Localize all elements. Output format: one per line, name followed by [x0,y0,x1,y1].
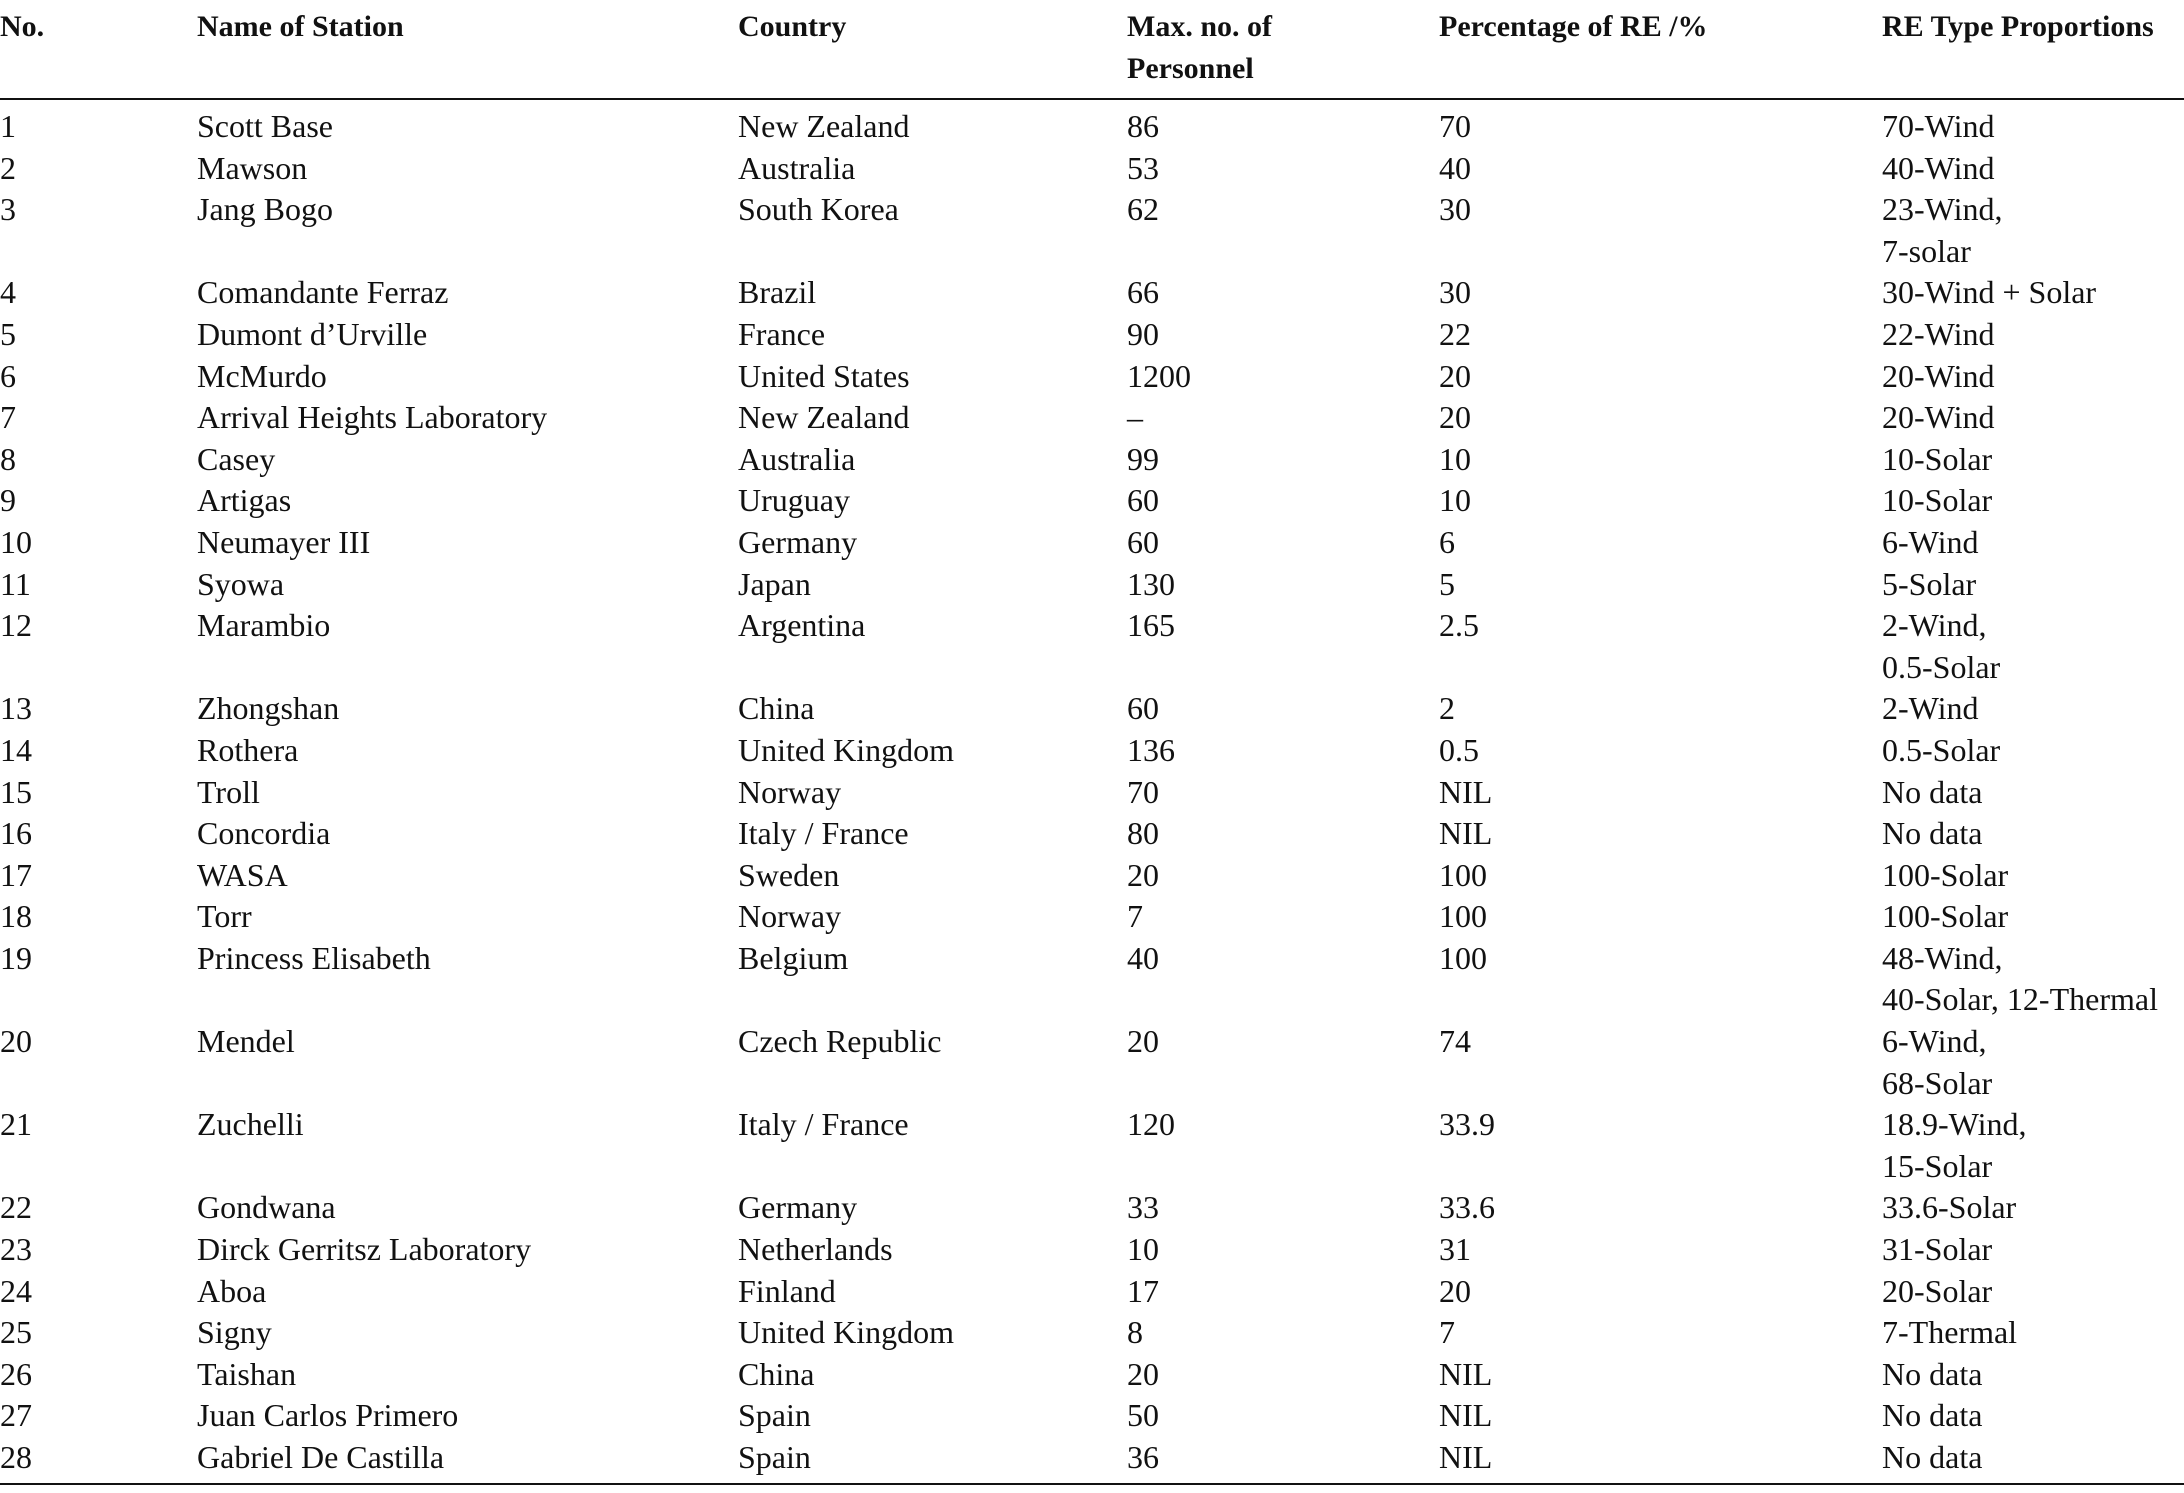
cell-no: 16 [0,815,32,852]
cell-re-percentage: 22 [1439,315,1471,352]
cell-station-name: Scott Base [197,108,333,144]
cell-no: 28 [0,1437,197,1484]
cell-country: Norway [738,898,842,935]
re-type-line: 2-Wind [1882,690,1979,727]
cell-max-personnel: 20 [1127,856,1159,893]
table-row [0,356,2184,398]
re-type-line: 7-solar [1882,232,1971,269]
header-max-personnel: Max. no. of Personnel [1127,0,1439,99]
table-row [0,148,2184,190]
table-row [0,938,2184,1021]
re-type-line: 68-Solar [1882,1064,1993,1101]
cell-re-type-proportions [1882,522,2184,564]
cell-max-personnel: 33 [1127,1189,1159,1226]
cell-re-percentage: 74 [1439,1023,1471,1060]
cell-re-percentage: 100 [1439,856,1487,893]
cell-re-percentage: 33.9 [1439,1106,1495,1143]
re-type-line: 18.9-Wind, [1882,1106,2027,1143]
table-row [0,730,2184,772]
cell-no: 1 [0,108,16,144]
table-row [0,189,2184,272]
cell-re-type-proportions [1882,189,2184,272]
cell-no: 15 [0,773,32,810]
cell-re-percentage: 33.6 [1439,1189,1495,1226]
cell-station-name: Dumont d’Urville [197,315,428,352]
cell-station-name: Torr [197,898,252,935]
cell-re-type-proportions [1882,813,2184,855]
cell-no: 11 [0,565,31,602]
cell-re-type-proportions [1882,1312,2184,1354]
cell-max-personnel: 90 [1127,315,1159,352]
re-type-line: 6-Wind [1882,523,1979,560]
cell-no: 22 [0,1189,32,1226]
table-row [0,688,2184,730]
cell-re-type-proportions [1882,938,2184,1021]
cell-max-personnel: 62 [1127,191,1159,228]
cell-max-personnel: 99 [1127,440,1159,477]
cell-country: New Zealand [738,108,910,144]
cell-station-name: Signy [197,1314,272,1351]
cell-re-percentage: 20 [1439,399,1471,436]
cell-no: 17 [0,856,32,893]
cell-country: China [738,690,815,727]
cell-no: 6 [0,357,16,394]
cell-station-name: Aboa [197,1272,267,1309]
header-re-percentage: Percentage of RE /% [1439,0,1882,99]
cell-no: 2 [0,149,16,186]
cell-re-percentage: 100 [1439,898,1487,935]
re-type-line: 31-Solar [1882,1231,1993,1268]
re-type-line: No data [1882,1397,1983,1434]
cell-station-name: WASA [197,856,288,893]
cell-max-personnel: 8 [1127,1314,1143,1351]
re-type-line: 70-Wind [1882,108,1995,144]
cell-max-personnel: 17 [1127,1272,1159,1309]
table-row [0,605,2184,688]
cell-re-type-proportions [1882,1354,2184,1396]
cell-re-percentage: 30 [1439,274,1471,311]
header-row [0,0,2184,99]
cell-re-percentage: 10 [1439,482,1471,519]
re-type-line: 100-Solar [1882,856,2009,893]
cell-station-name: Taishan [197,1355,297,1392]
cell-re-type-proportions [1882,688,2184,730]
cell-station-name: Zhongshan [197,690,340,727]
cell-no: 10 [0,523,32,560]
cell-re-type-proportions [1882,314,2184,356]
cell-station-name: Princess Elisabeth [197,939,431,976]
header-station-name: Name of Station [197,0,738,99]
cell-no: 14 [0,731,32,768]
cell-re-type-proportions [1882,1187,2184,1229]
table-row [0,272,2184,314]
cell-max-personnel: 60 [1127,690,1159,727]
re-type-line: 10-Solar [1882,440,1993,477]
cell-no: 19 [0,939,32,976]
table-row [0,1437,2184,1484]
cell-country: Italy / France [738,815,909,852]
cell-country: Netherlands [738,1231,893,1268]
table-row [0,1312,2184,1354]
cell-station-name: Mendel [197,1023,295,1060]
cell-re-percentage: 6 [1439,523,1455,560]
re-type-line: 15-Solar [1882,1147,1993,1184]
re-type-line: 7-Thermal [1882,1314,2018,1351]
cell-re-percentage: 10 [1439,440,1471,477]
cell-re-type-proportions [1882,148,2184,190]
cell-re-percentage: 2 [1439,690,1455,727]
cell-station-name: Zuchelli [197,1106,304,1143]
cell-no: 27 [0,1397,32,1434]
cell-re-percentage: NIL [1439,815,1493,852]
cell-max-personnel: 20 [1127,1023,1159,1060]
cell-station-name: Juan Carlos Primero [197,1397,459,1434]
cell-re-type-proportions [1882,99,2184,148]
cell-station-name: Rothera [197,731,299,768]
cell-country: Brazil [738,274,817,311]
cell-country: Spain [738,1397,811,1434]
cell-no: 5 [0,315,16,352]
cell-station-name: Jang Bogo [197,191,333,228]
table-row [0,564,2184,606]
cell-re-percentage: 20 [1439,1272,1471,1309]
cell-country: Belgium [738,939,849,976]
cell-max-personnel: – [1127,399,1143,436]
cell-country: Uruguay [738,482,850,519]
re-type-line: No data [1882,815,1983,852]
cell-station-name: Concordia [197,815,331,852]
cell-country: New Zealand [738,399,910,436]
cell-no: 20 [0,1023,32,1060]
re-type-line: 30-Wind + Solar [1882,274,2097,311]
re-type-line: 22-Wind [1882,315,1995,352]
cell-re-type-proportions [1882,855,2184,897]
cell-no: 8 [0,440,16,477]
table-row [0,397,2184,439]
cell-re-percentage: 2.5 [1439,607,1479,644]
cell-station-name: Syowa [197,565,285,602]
cell-re-type-proportions [1882,1271,2184,1313]
re-type-line: No data [1882,1355,1983,1392]
header-country: Country [738,0,1127,99]
cell-no: 7 [0,399,16,436]
cell-country: Italy / France [738,1106,909,1143]
cell-max-personnel: 66 [1127,274,1159,311]
cell-no: 4 [0,274,16,311]
cell-country: Argentina [738,607,866,644]
cell-re-type-proportions [1882,1395,2184,1437]
cell-country: United Kingdom [738,731,954,768]
cell-station-name: Gondwana [197,1189,336,1226]
cell-max-personnel: 136 [1127,731,1175,768]
cell-re-percentage: NIL [1439,773,1493,810]
cell-max-personnel: 50 [1127,1397,1159,1434]
cell-country: United Kingdom [738,1314,954,1351]
cell-station-name: Marambio [197,607,331,644]
cell-re-percentage: NIL [1439,1355,1493,1392]
cell-station-name: Comandante Ferraz [197,274,449,311]
table-row [0,1395,2184,1437]
cell-station-name: Casey [197,440,276,477]
re-type-line: 10-Solar [1882,482,1993,519]
cell-country: Australia [738,440,856,477]
cell-max-personnel: 20 [1127,1355,1159,1392]
cell-station-name: Dirck Gerritsz Laboratory [197,1231,532,1268]
cell-re-percentage: 5 [1439,565,1455,602]
cell-no: 25 [0,1314,32,1351]
table-row [0,1354,2184,1396]
cell-re-type-proportions [1882,356,2184,398]
cell-max-personnel: 86 [1127,108,1159,144]
cell-re-type-proportions [1882,480,2184,522]
table-row [0,314,2184,356]
table-row [0,1021,2184,1104]
cell-re-type-proportions [1882,605,2184,688]
table-row [0,896,2184,938]
cell-country: Japan [738,565,811,602]
cell-re-percentage: 70 [1439,108,1471,144]
cell-max-personnel: 70 [1127,773,1159,810]
cell-station-name: Neumayer III [197,523,371,560]
table-row [0,1104,2184,1187]
cell-no: 9 [0,482,16,519]
re-type-line: 5-Solar [1882,565,1977,602]
re-type-line: 20-Wind [1882,357,1995,394]
re-type-line: 48-Wind, [1882,939,2003,976]
table-row [0,1271,2184,1313]
cell-re-type-proportions [1882,772,2184,814]
re-type-line: 2-Wind, [1882,607,1987,644]
cell-no: 13 [0,690,32,727]
cell-max-personnel: 165 [1127,607,1175,644]
cell-no: 12 [0,607,32,644]
re-type-line: 33.6-Solar [1882,1189,2017,1226]
table-row [0,480,2184,522]
cell-re-type-proportions [1882,564,2184,606]
cell-country: Germany [738,1189,858,1226]
cell-re-percentage: 100 [1439,939,1487,976]
re-type-line: 40-Solar, 12-Thermal [1882,981,2158,1018]
cell-re-type-proportions [1882,272,2184,314]
table-row [0,99,2184,148]
header-re-type-proportions: RE Type Proportions [1882,0,2184,99]
cell-no: 18 [0,898,32,935]
cell-station-name: Troll [197,773,260,810]
cell-no: 26 [0,1355,32,1392]
cell-re-percentage: 30 [1439,191,1471,228]
cell-country: United States [738,357,910,394]
re-type-line: 20-Wind [1882,399,1995,436]
cell-country: Finland [738,1272,836,1309]
cell-max-personnel: 7 [1127,898,1143,935]
cell-max-personnel: 53 [1127,149,1159,186]
cell-re-type-proportions [1882,439,2184,481]
cell-country: Australia [738,149,856,186]
cell-no: 23 [0,1231,32,1268]
cell-no: 21 [0,1106,32,1143]
re-type-line: 40-Wind [1882,149,1995,186]
table-row [0,1229,2184,1271]
cell-re-type-proportions [1882,730,2184,772]
cell-max-personnel: 40 [1127,939,1159,976]
cell-re-type-proportions [1882,1104,2184,1187]
cell-re-percentage: 31 [1439,1231,1471,1268]
cell-re-type-proportions [1882,896,2184,938]
cell-country: South Korea [738,191,899,228]
table-row [0,813,2184,855]
cell-re-percentage: NIL [1439,1437,1882,1484]
re-type-line: 100-Solar [1882,898,2009,935]
cell-no: 24 [0,1272,32,1309]
cell-station-name: Mawson [197,149,308,186]
cell-max-personnel: 60 [1127,482,1159,519]
header-no: No. [0,0,197,99]
re-type-line: 0.5-Solar [1882,731,2001,768]
cell-re-percentage: 20 [1439,357,1471,394]
re-type-line: 0.5-Solar [1882,648,2001,685]
cell-station-name: McMurdo [197,357,327,394]
re-type-line: 6-Wind, [1882,1023,1987,1060]
re-type-line: 20-Solar [1882,1272,1993,1309]
re-type-line: 23-Wind, [1882,191,2003,228]
cell-country: Spain [738,1437,1127,1484]
cell-no: 3 [0,191,16,228]
cell-re-type-proportions [1882,397,2184,439]
cell-max-personnel: 1200 [1127,357,1191,394]
table-row [0,1187,2184,1229]
cell-re-type-proportions [1882,1437,2184,1484]
cell-country: Norway [738,773,842,810]
cell-max-personnel: 120 [1127,1106,1175,1143]
cell-country: Germany [738,523,858,560]
table-header [0,0,2184,99]
cell-re-type-proportions [1882,1229,2184,1271]
table-row [0,855,2184,897]
cell-re-percentage: 7 [1439,1314,1455,1351]
cell-country: China [738,1355,815,1392]
re-type-line: No data [1882,773,1983,810]
cell-station-name: Gabriel De Castilla [197,1437,738,1484]
cell-re-percentage: NIL [1439,1397,1493,1434]
cell-country: Sweden [738,856,840,893]
cell-max-personnel: 130 [1127,565,1175,602]
cell-station-name: Artigas [197,482,292,519]
cell-max-personnel: 36 [1127,1437,1439,1484]
cell-country: Czech Republic [738,1023,942,1060]
cell-max-personnel: 80 [1127,815,1159,852]
table-row [0,439,2184,481]
cell-re-percentage: 0.5 [1439,731,1479,768]
table-body [0,99,2184,1484]
cell-re-type-proportions [1882,1021,2184,1104]
cell-max-personnel: 10 [1127,1231,1159,1268]
re-type-line: No data [1882,1439,1983,1475]
table-row [0,522,2184,564]
cell-re-percentage: 40 [1439,149,1471,186]
cell-country: France [738,315,826,352]
table-row [0,772,2184,814]
cell-station-name: Arrival Heights Laboratory [197,399,548,436]
cell-max-personnel: 60 [1127,523,1159,560]
